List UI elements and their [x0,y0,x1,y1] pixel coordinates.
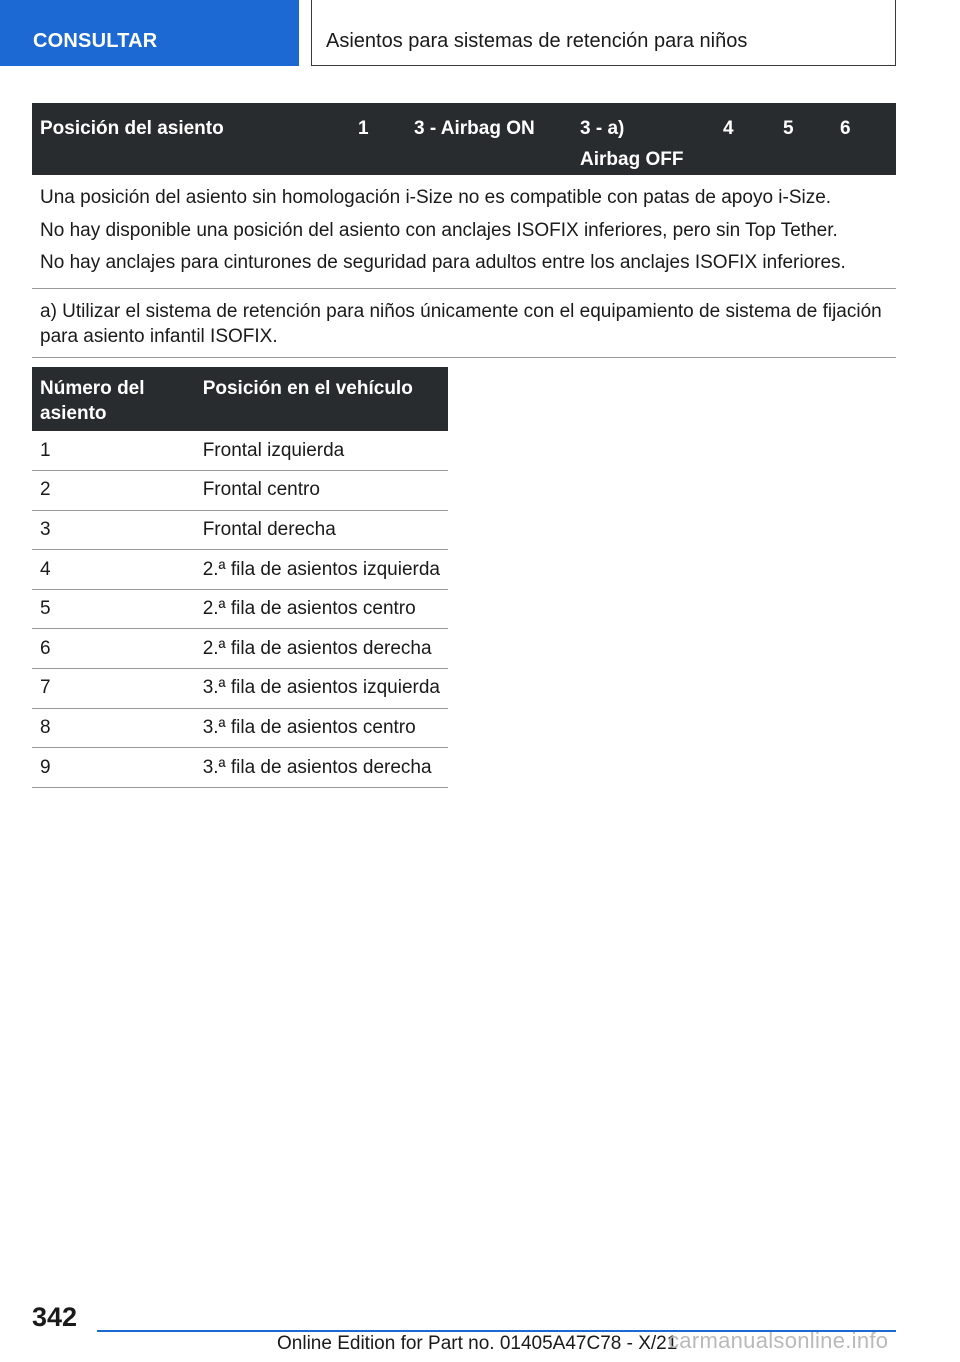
table-row [32,629,448,669]
table-row [32,175,896,288]
notes-cell [32,175,896,288]
table-row [32,589,448,629]
table-row [32,708,448,748]
seat-number: 4 [32,550,195,590]
note-text: Una posición del asiento sin homologación i-Size no es compatible con patas de apoyo i-Size. [40,187,832,208]
table-row [32,288,896,357]
watermark[interactable]: carmanualsonline.info [668,1328,889,1353]
table-header-row [32,103,896,175]
seat-positions-table [32,103,896,358]
table-row [32,550,448,590]
header-seat-number: Número del asiento [32,367,195,431]
seat-position: 2.ª fila de asientos derecha [195,629,448,669]
table-row [32,669,448,709]
seat-position: Frontal izquierda [195,431,448,471]
header-col-5: 5 [775,103,832,175]
header-col-3-airbag-off [572,103,715,175]
seat-number: 5 [32,589,195,629]
header-col-3-airbag-on: 3 - Airbag ON [406,103,572,175]
seat-number: 9 [32,748,195,788]
note-text: No hay anclajes para cinturones de seguridad para adultos entre los anclajes ISOFIX inferiores. [40,252,846,273]
header-col-4: 4 [715,103,775,175]
table-row [32,748,448,788]
seat-position: 3.ª fila de asientos derecha [195,748,448,788]
header-col-6: 6 [832,103,896,175]
table-header-row [32,367,448,431]
note-text: No hay disponible una posición del asiento con anclajes ISOFIX inferiores, pero sin Top Tether. [40,219,838,241]
footer-edition: Online Edition for Part no. 01405A47C78 - X/21 [277,1333,678,1354]
seat-number-table [32,367,448,788]
table-row [32,510,448,550]
table-row [32,471,448,511]
seat-number: 6 [32,629,195,669]
footnote-text: a) Utilizar el sistema de retención para niños únicamente con el equipamiento de sistema de fijación para asiento infantil ISOFIX. [32,288,896,357]
seat-number: 3 [32,510,195,550]
section-tab[interactable]: CONSULTAR [0,0,299,66]
seat-number: 1 [32,431,195,471]
header-seat-position: Posición del asiento [32,103,350,175]
header-vehicle-position: Posición en el vehículo [195,367,448,431]
header-col-3-line2: Airbag OFF [580,149,684,170]
page-title: Asientos para sistemas de retención para niños [311,0,896,66]
page-number: 342 [32,1302,78,1332]
seat-position: Frontal derecha [195,510,448,550]
header-col-3-line1: 3 - a) [580,118,625,139]
seat-position: 2.ª fila de asientos izquierda [195,550,448,590]
seat-number: 2 [32,471,195,511]
seat-position: 2.ª fila de asientos centro [195,589,448,629]
seat-position: Frontal centro [195,471,448,511]
seat-number: 7 [32,669,195,709]
seat-position: 3.ª fila de asientos centro [195,708,448,748]
header-col-1: 1 [350,103,406,175]
table-row [32,431,448,471]
seat-position: 3.ª fila de asientos izquierda [195,669,448,709]
seat-number: 8 [32,708,195,748]
